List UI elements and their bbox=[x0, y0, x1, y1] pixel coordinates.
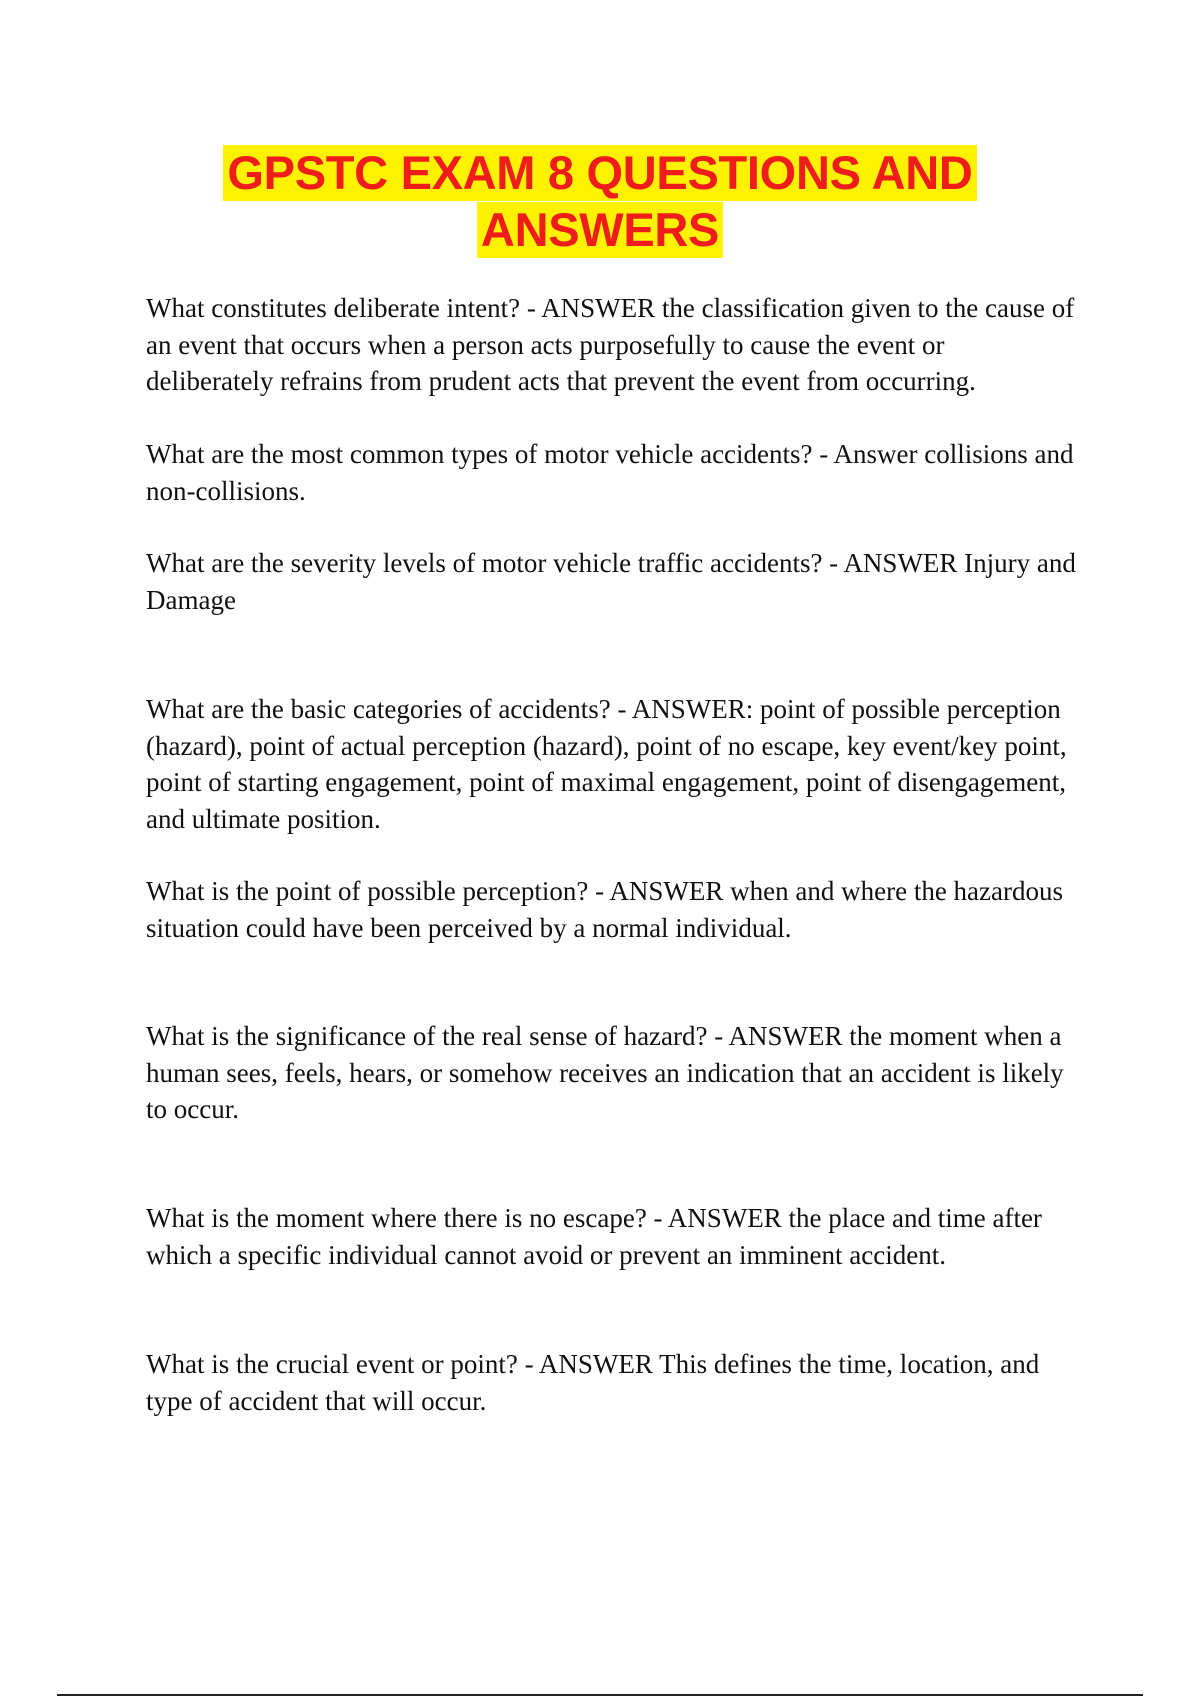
title-line-1: GPSTC EXAM 8 QUESTIONS AND bbox=[223, 145, 976, 201]
qa-entry: What is the significance of the real sense of hazard? - ANSWER the moment when a human sees, feels, hears, or somehow receives an indication that an accident is likely to occur. bbox=[146, 1021, 1064, 1124]
qa-entry: What are the most common types of motor vehicle accidents? - Answer collisions and non-collisions. bbox=[146, 439, 1074, 506]
qa-entry: What is the point of possible perception? - ANSWER when and where the hazardous situation could have been perceived by a normal individual. bbox=[146, 876, 1063, 943]
title-line-2: ANSWERS bbox=[477, 202, 723, 258]
qa-entry: What are the basic categories of accidents? - ANSWER: point of possible perception (hazard), point of actual perception (hazard), point of no escape, key event/key point, point of starting engagement, point of maximal engagement, point of disengagement, and ultimate position. bbox=[146, 694, 1067, 834]
page-bottom-divider bbox=[57, 1694, 1143, 1696]
qa-entry: What are the severity levels of motor vehicle traffic accidents? - ANSWER Injury and Damage bbox=[146, 548, 1076, 615]
qa-entry: What constitutes deliberate intent? - ANSWER the classification given to the cause of an event that occurs when a person acts purposefully to cause the event or deliberately refrains from prudent acts that prevent the event from occurring. bbox=[146, 293, 1075, 396]
qa-entry: What is the moment where there is no escape? - ANSWER the place and time after which a specific individual cannot avoid or prevent an imminent accident. bbox=[146, 1203, 1042, 1270]
document-title bbox=[0, 145, 1200, 258]
qa-entry: What is the crucial event or point? - ANSWER This defines the time, location, and type of accident that will occur. bbox=[146, 1349, 1040, 1416]
